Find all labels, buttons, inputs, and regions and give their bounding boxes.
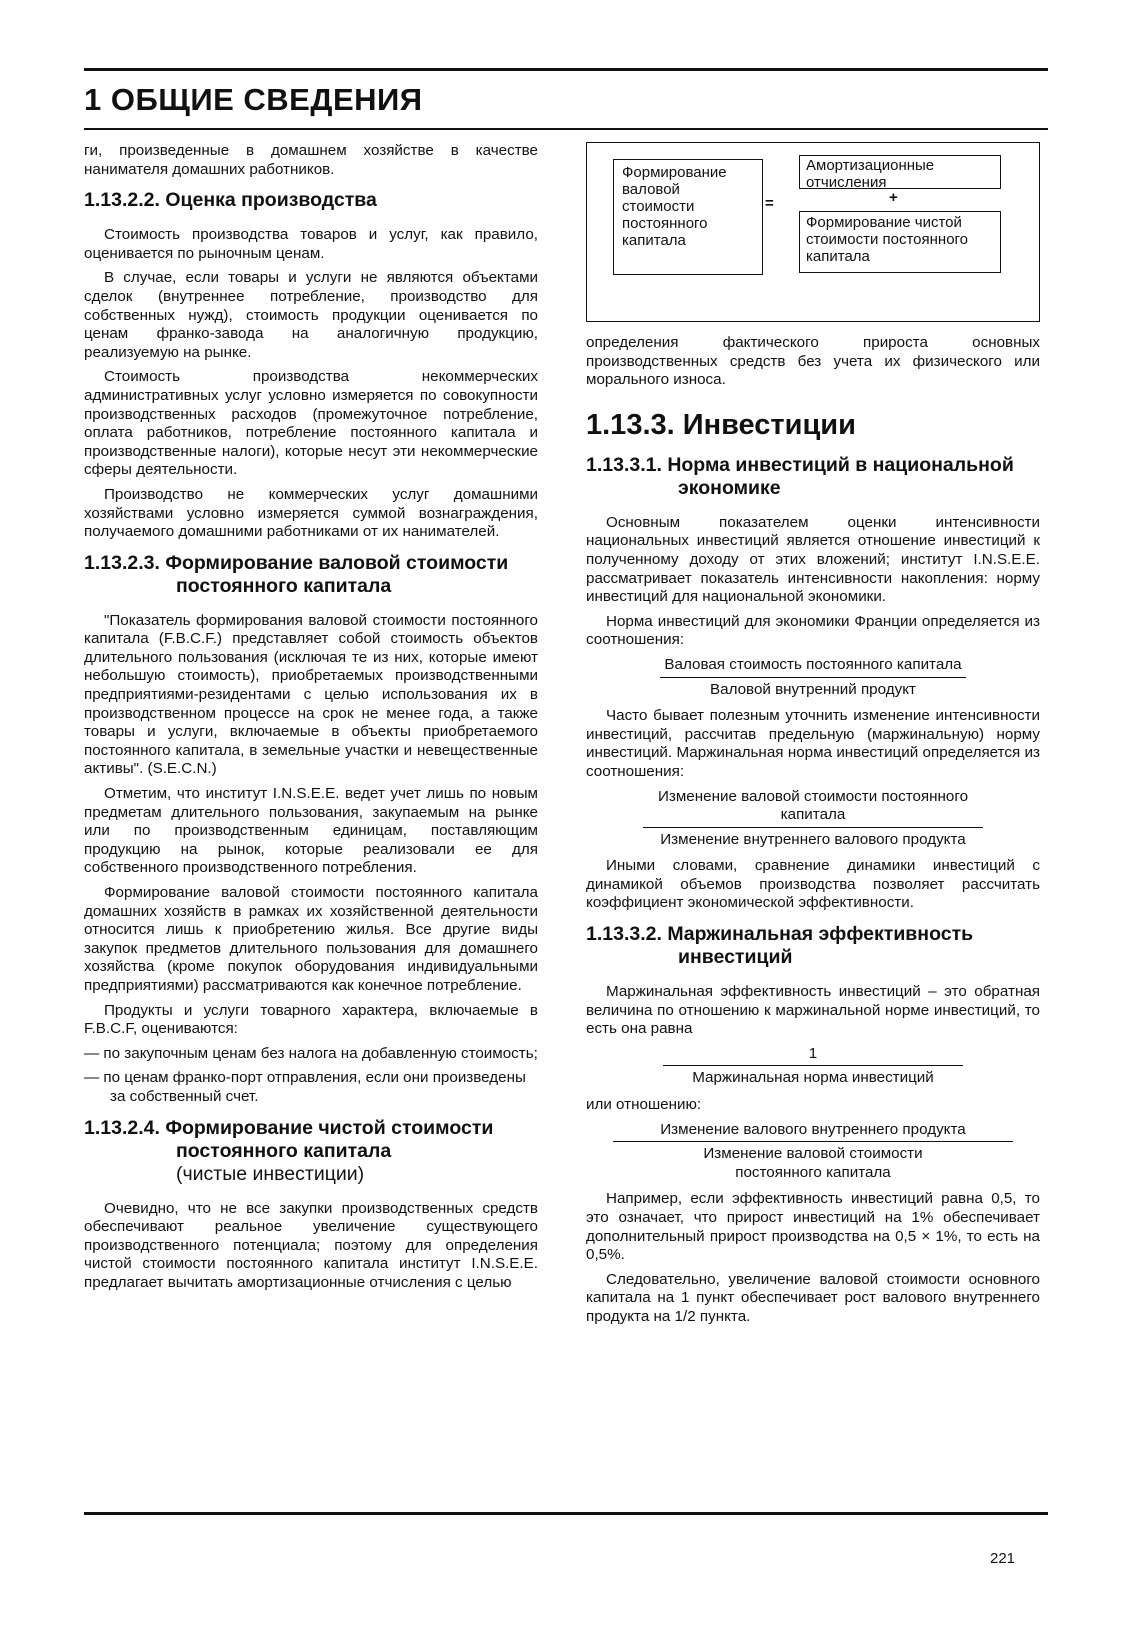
section-heading: 1.13.2.2. Оценка производства <box>84 189 377 212</box>
formula-ratio <box>586 1121 1040 1183</box>
formula-numerator: Валовая стоимость постоянного капитала <box>660 656 965 678</box>
formula-denominator: Изменение валовой стоимости постоянного капитала <box>703 1145 923 1181</box>
formula-denominator: Изменение внутреннего валового продукта <box>660 830 966 848</box>
capital-formation-diagram <box>586 142 1040 322</box>
section-heading: 1.13.3.2. Маржинальная эффективность инвестиций <box>586 923 974 969</box>
net-capital-box: Формирование чистой стоимости постоянного капитала <box>799 211 1001 273</box>
formula-numerator: Изменение валового внутреннего продукта <box>613 1121 1013 1143</box>
chapter-title: 1 ОБЩИЕ СВЕДЕНИЯ <box>84 82 423 117</box>
section-heading: 1.13.2.3. Формирование валовой стоимости постоянного капитала <box>84 551 509 597</box>
section-heading: 1.13.3.1. Норма инвестиций в национальной экономике <box>586 453 1014 499</box>
paragraph: Производство не коммерческих услуг домашними хозяйствами условно измеряется суммой вознаграждения, получаемого домашними работниками от их нанимателей. <box>84 485 538 541</box>
paragraph: Иными словами, сравнение динамики инвестиций с динамикой объемов производства позволяет рассчитать коэффициент экономической эффективности. <box>586 857 1040 912</box>
paragraph: Часто бывает полезным уточнить изменение интенсивности инвестиций, рассчитав предельную (маржинальную) норму инвестиций. Маржинальная норма инвестиций определяется из соотношения: <box>586 707 1040 780</box>
plus-sign: + <box>889 189 898 206</box>
header-rule <box>84 128 1048 130</box>
paragraph: В случае, если товары и услуги не являются объектами сделок (внутреннее потребление, производство для собственных нужд), стоимость продукции оценивается по ценам франко-завода на аналогичную продукцию, реализуемую на рынке. <box>84 269 538 361</box>
paragraph: Формирование валовой стоимости постоянного капитала домашних хозяйств в рамках их хозяйственной деятельности относится лишь к приобретению жилья. Все другие виды закупок предметов длительного пользования для домашнего хозяйства (кроме покупок оборудования индивидуальными предприятиями) рассматриваются как конечное потребление. <box>84 884 538 994</box>
formula-marginal-efficiency <box>586 1045 1040 1088</box>
paragraph: Отметим, что институт I.N.S.E.E. ведет учет лишь по новым предметам длительного пользования, закупаемым на рынке или по производственным единицам, поставляющим продукцию на рынок, которые реализовали ее для собственного производственного потребления. <box>84 785 538 877</box>
paragraph: Следовательно, увеличение валовой стоимости основного капитала на 1 пункт обеспечивает рост валового внутреннего продукта на 1/2 пункта. <box>586 1270 1040 1325</box>
paragraph: определения фактического прироста основных производственных средств без учета их физического или морального износа. <box>586 334 1040 389</box>
depreciation-box: Амортизационные отчисления <box>799 155 1001 189</box>
section-heading-main: 1.13.2.4. Формирование чистой стоимости постоянного капитала <box>84 1116 494 1162</box>
paragraph: Стоимость производства некоммерческих административных услуг условно измеряется по совокупности производственных расходов (промежуточное потребление, оплата работников, потребление постоянного капитала и производственные налоги), которые несут эти некоммерческие сферы деятельности. <box>84 368 538 479</box>
formula-numerator: 1 <box>663 1045 963 1067</box>
page-number: 221 <box>990 1550 1016 1567</box>
section-heading-large: 1.13.3. Инвестиции <box>586 408 856 441</box>
formula-numerator: Изменение валовой стоимости постоянного капитала <box>643 788 983 828</box>
section-heading-sub: (чистые инвестиции) <box>176 1162 365 1185</box>
right-column <box>586 142 1040 1333</box>
top-rule <box>84 68 1048 71</box>
paragraph: Норма инвестиций для экономики Франции определяется из соотношения: <box>586 612 1040 649</box>
formula-denominator: Маржинальная норма инвестиций <box>692 1069 934 1087</box>
paragraph: или отношению: <box>586 1096 702 1114</box>
formula-investment-rate <box>586 656 1040 699</box>
left-column <box>84 142 538 1299</box>
paragraph: Продукты и услуги товарного характера, включаемые в F.B.C.F, оцениваются: <box>84 1001 538 1038</box>
section-heading <box>84 1117 538 1186</box>
paragraph: "Показатель формирования валовой стоимости постоянного капитала (F.B.C.F.) представляет собой стоимость объектов длительного пользования (исключая те из них, которые имеют небольшую стоимость), приобретаемых производственными предприятиями-резидентами с целью использования их в производственном процессе на срок не менее года, а также товары и услуги, включаемые в объекты приобретаемого постоянного капитала, в земельные участки и невещественные активы". (S.E.C.N.) <box>84 611 538 778</box>
paragraph: Например, если эффективность инвестиций равна 0,5, то это означает, что прирост инвестиций на 1% обеспечивает дополнительный прирост производства на 0,5 × 1%, то есть на 0,5%. <box>586 1190 1040 1264</box>
paragraph: Очевидно, что не все закупки производственных средств обеспечивают реальное увеличение существующего производственного потенциала; поэтому для определения чистой стоимости постоянного капитала институт I.N.S.E.E. предлагает вычитать амортизационные отчисления с целью <box>84 1199 538 1291</box>
paragraph: ги, произведенные в домашнем хозяйстве в качестве нанимателя домашних работников. <box>84 142 538 178</box>
paragraph: Основным показателем оценки интенсивности национальных инвестиций является отношение инвестиций к полученному доходу от этих вложений; институт I.N.S.E.E. рассматривает показатель интенсивности накопления: норму инвестиций для национальной экономики. <box>586 513 1040 606</box>
formula-marginal-rate <box>586 788 1040 850</box>
paragraph: Маржинальная эффективность инвестиций – это обратная величина по отношению к маржинальной норме инвестиций, то есть она равна <box>586 983 1040 1038</box>
footer-rule <box>84 1512 1048 1515</box>
gross-capital-box: Формирование валовой стоимости постоянного капитала <box>613 159 763 275</box>
formula-denominator: Валовой внутренний продукт <box>710 680 916 698</box>
list-item: — по закупочным ценам без налога на добавленную стоимость; <box>84 1044 538 1062</box>
paragraph: Стоимость производства товаров и услуг, как правило, оценивается по рыночным ценам. <box>84 226 538 262</box>
equals-sign: = <box>765 195 774 212</box>
list-item: — по ценам франко-порт отправления, если они произведены за собственный счет. <box>84 1069 526 1105</box>
